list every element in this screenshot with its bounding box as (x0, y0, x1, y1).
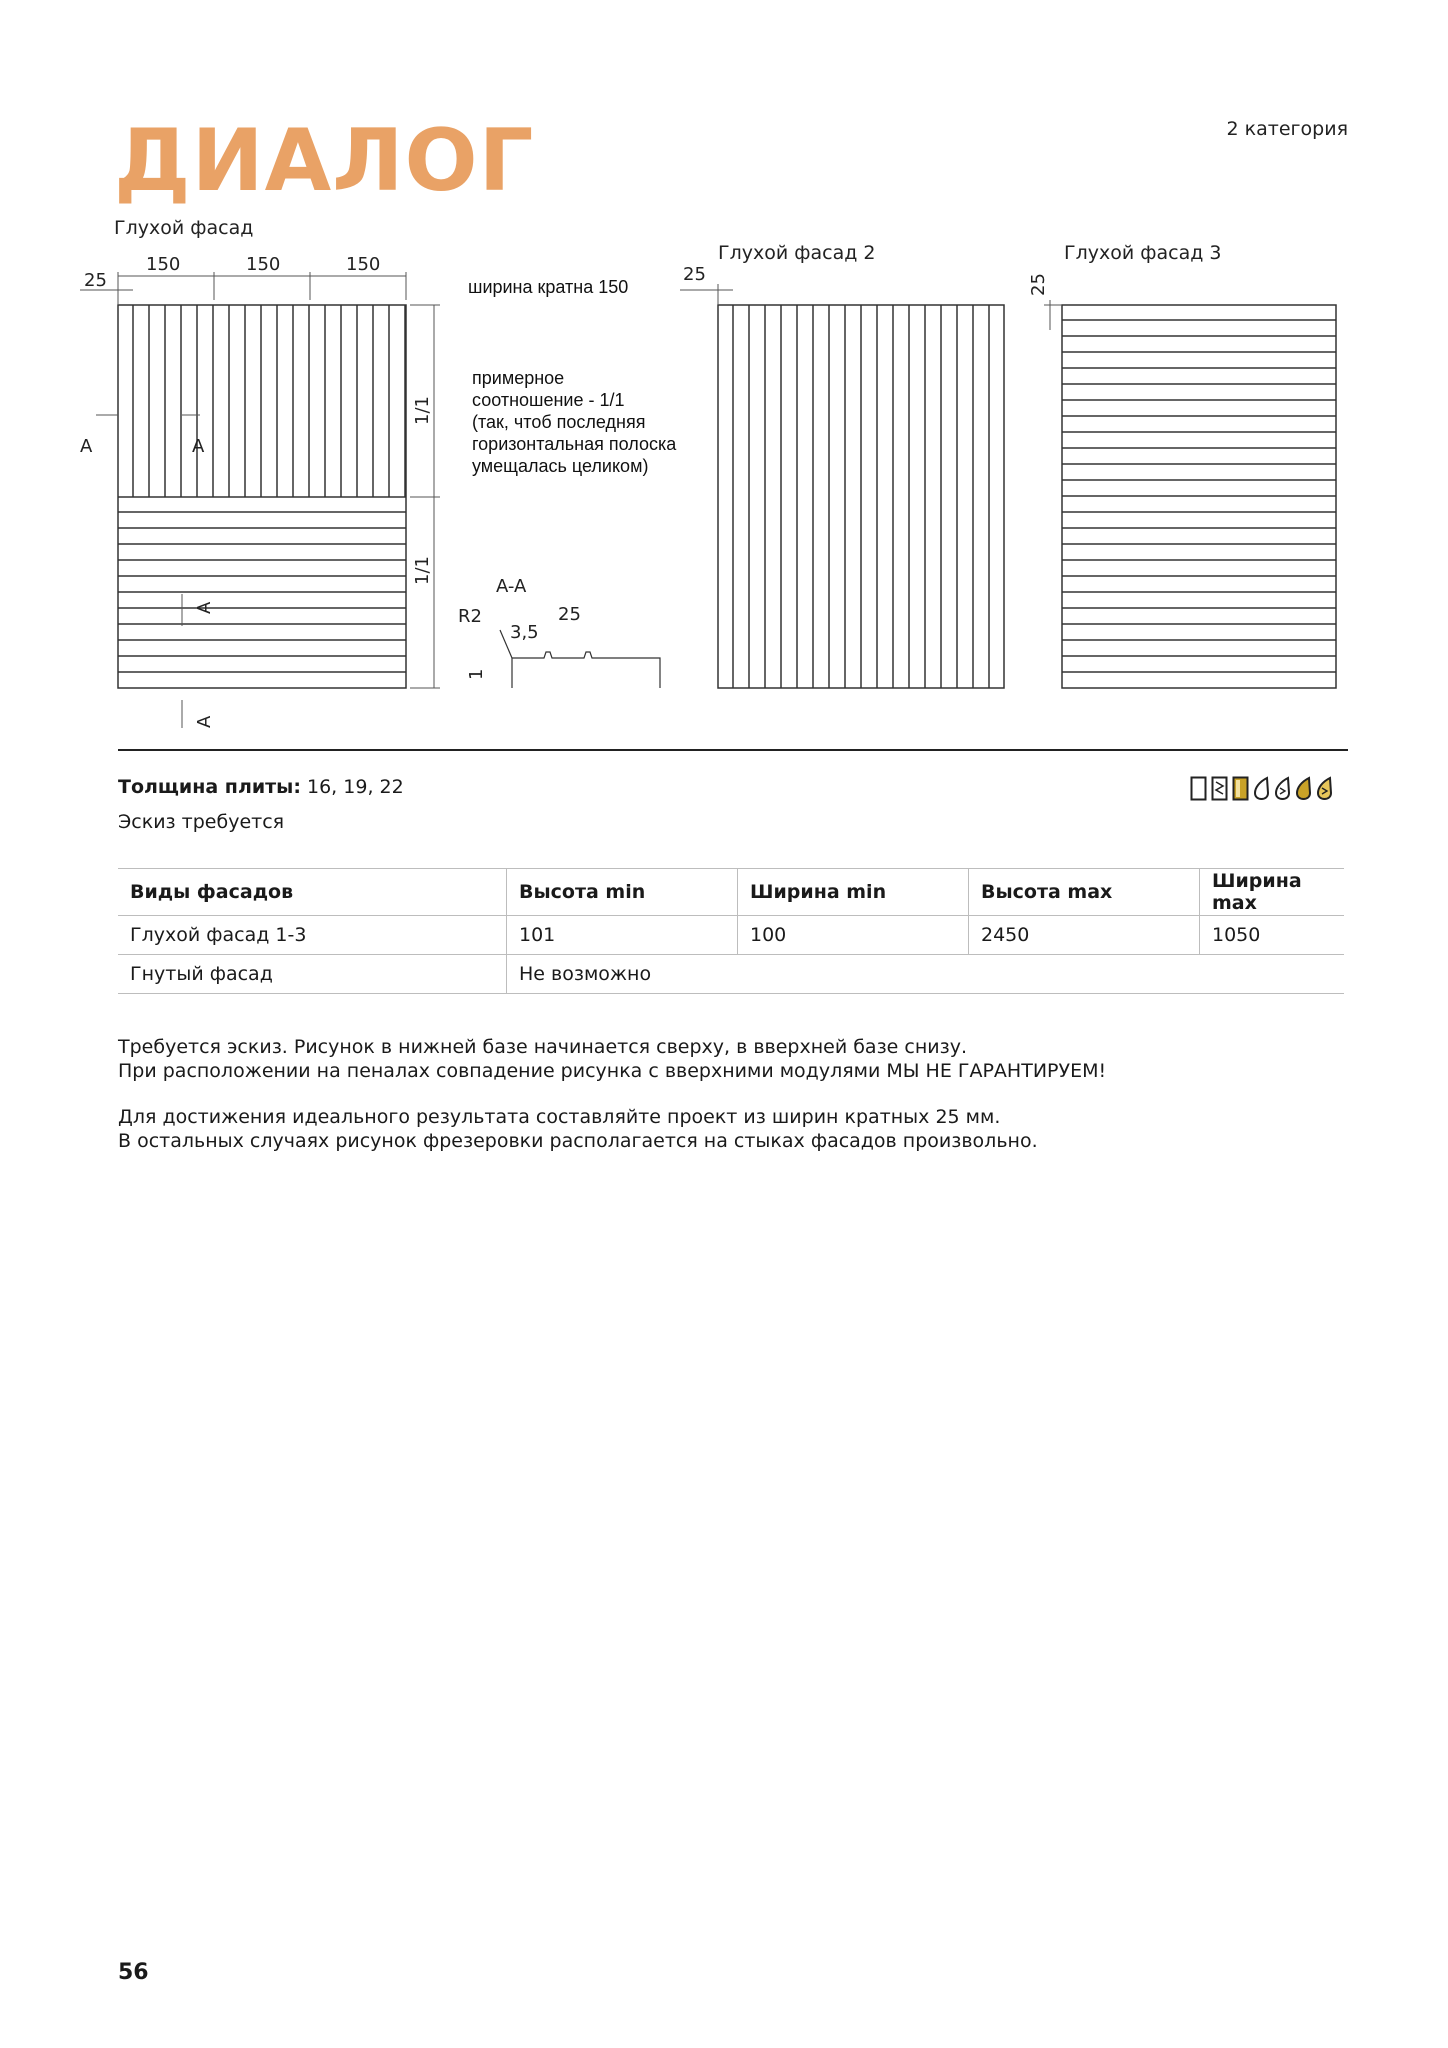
cell-height-max: 2450 (969, 916, 1200, 955)
facade1-dim-spacing-1: 150 (146, 254, 181, 275)
cell-facade-type: Глухой фасад 1-3 (118, 916, 507, 955)
facade3-drawing (1062, 305, 1336, 688)
section-title: A-A (496, 576, 527, 597)
thickness-label: Толщина плиты: (118, 776, 301, 798)
header-width-min: Ширина min (738, 869, 969, 916)
facade1-caption: Глухой фасад (114, 217, 254, 239)
cell-width-min: 100 (738, 916, 969, 955)
ratio-note: примерное соотношение - 1/1 (так, чтоб последняя горизонтальная полоска умещалась целиком) (472, 368, 677, 476)
table-row (118, 916, 1344, 955)
facade2-drawing (718, 305, 1004, 688)
facade-size-table (118, 868, 1344, 994)
technical-drawings (0, 0, 1448, 740)
page-number: 56 (118, 1960, 149, 1985)
rectangle-outline-icon (1190, 776, 1207, 801)
drop-pattern-icon (1274, 776, 1291, 801)
cell-width-max: 1050 (1200, 916, 1345, 955)
facade1-dim-spacing-2: 150 (246, 254, 281, 275)
drop-gold-icon (1295, 776, 1312, 801)
text-line: При расположении на пеналах совпадение рисунка с вверхними модулями МЫ НЕ ГАРАНТИРУЕМ! (118, 1060, 1107, 1082)
section-depth: 1 (466, 668, 487, 680)
table-header-row (118, 869, 1344, 916)
header-height-min: Высота min (507, 869, 738, 916)
section-mark-bottom: A (194, 715, 215, 728)
facade1-ratio-top: 1/1 (412, 396, 433, 425)
rectangle-pattern-icon (1211, 776, 1228, 801)
header-facade-type: Виды фасадов (118, 869, 507, 916)
drop-half-gold-icon (1316, 776, 1333, 801)
table-row (118, 955, 1344, 994)
width-note: ширина кратна 150 (468, 277, 629, 297)
section-spacing: 25 (558, 604, 581, 625)
section-divider (118, 749, 1348, 751)
thickness-spec (118, 776, 404, 798)
facade1-drawing (118, 305, 406, 688)
facade2-dim-offset: 25 (683, 264, 706, 285)
section-groove-width: 3,5 (510, 622, 539, 643)
text-line: Для достижения идеального результата составляйте проект из ширин кратных 25 мм. (118, 1106, 1001, 1128)
text-line: Требуется эскиз. Рисунок в нижней базе начинается сверху, в вверхней базе снизу. (118, 1036, 968, 1058)
section-profile (512, 652, 660, 688)
sketch-requirement-text (118, 1035, 1348, 1083)
section-mark-right: A (192, 436, 205, 457)
page-title: ДИАЛОГ (114, 111, 535, 211)
width-recommendation-text (118, 1105, 1348, 1153)
rectangle-gold-icon (1232, 776, 1249, 801)
facade3-dim-offset: 25 (1028, 273, 1049, 296)
facade1-dim-offset: 25 (84, 270, 107, 291)
section-mark-mid: A (194, 601, 215, 614)
cell-height-min: 101 (507, 916, 738, 955)
category-label: 2 категория (1226, 118, 1348, 140)
cell-not-possible: Не возможно (507, 955, 1345, 994)
finish-icons (1190, 776, 1333, 804)
cell-facade-type: Гнутый фасад (118, 955, 507, 994)
header-width-max: Ширина max (1200, 869, 1345, 916)
thickness-value: 16, 19, 22 (300, 776, 404, 798)
dimension-lines (80, 272, 1062, 728)
sketch-note: Эскиз требуется (118, 811, 285, 833)
facade2-caption: Глухой фасад 2 (718, 242, 876, 264)
facade1-dim-spacing-3: 150 (346, 254, 381, 275)
section-mark-left: A (80, 436, 93, 457)
header-height-max: Высота max (969, 869, 1200, 916)
facade3-caption: Глухой фасад 3 (1064, 242, 1222, 264)
section-radius: R2 (458, 606, 482, 627)
text-line: В остальных случаях рисунок фрезеровки располагается на стыках фасадов произвольно. (118, 1130, 1038, 1152)
facade1-ratio-bottom: 1/1 (412, 556, 433, 585)
drop-outline-icon (1253, 776, 1270, 801)
